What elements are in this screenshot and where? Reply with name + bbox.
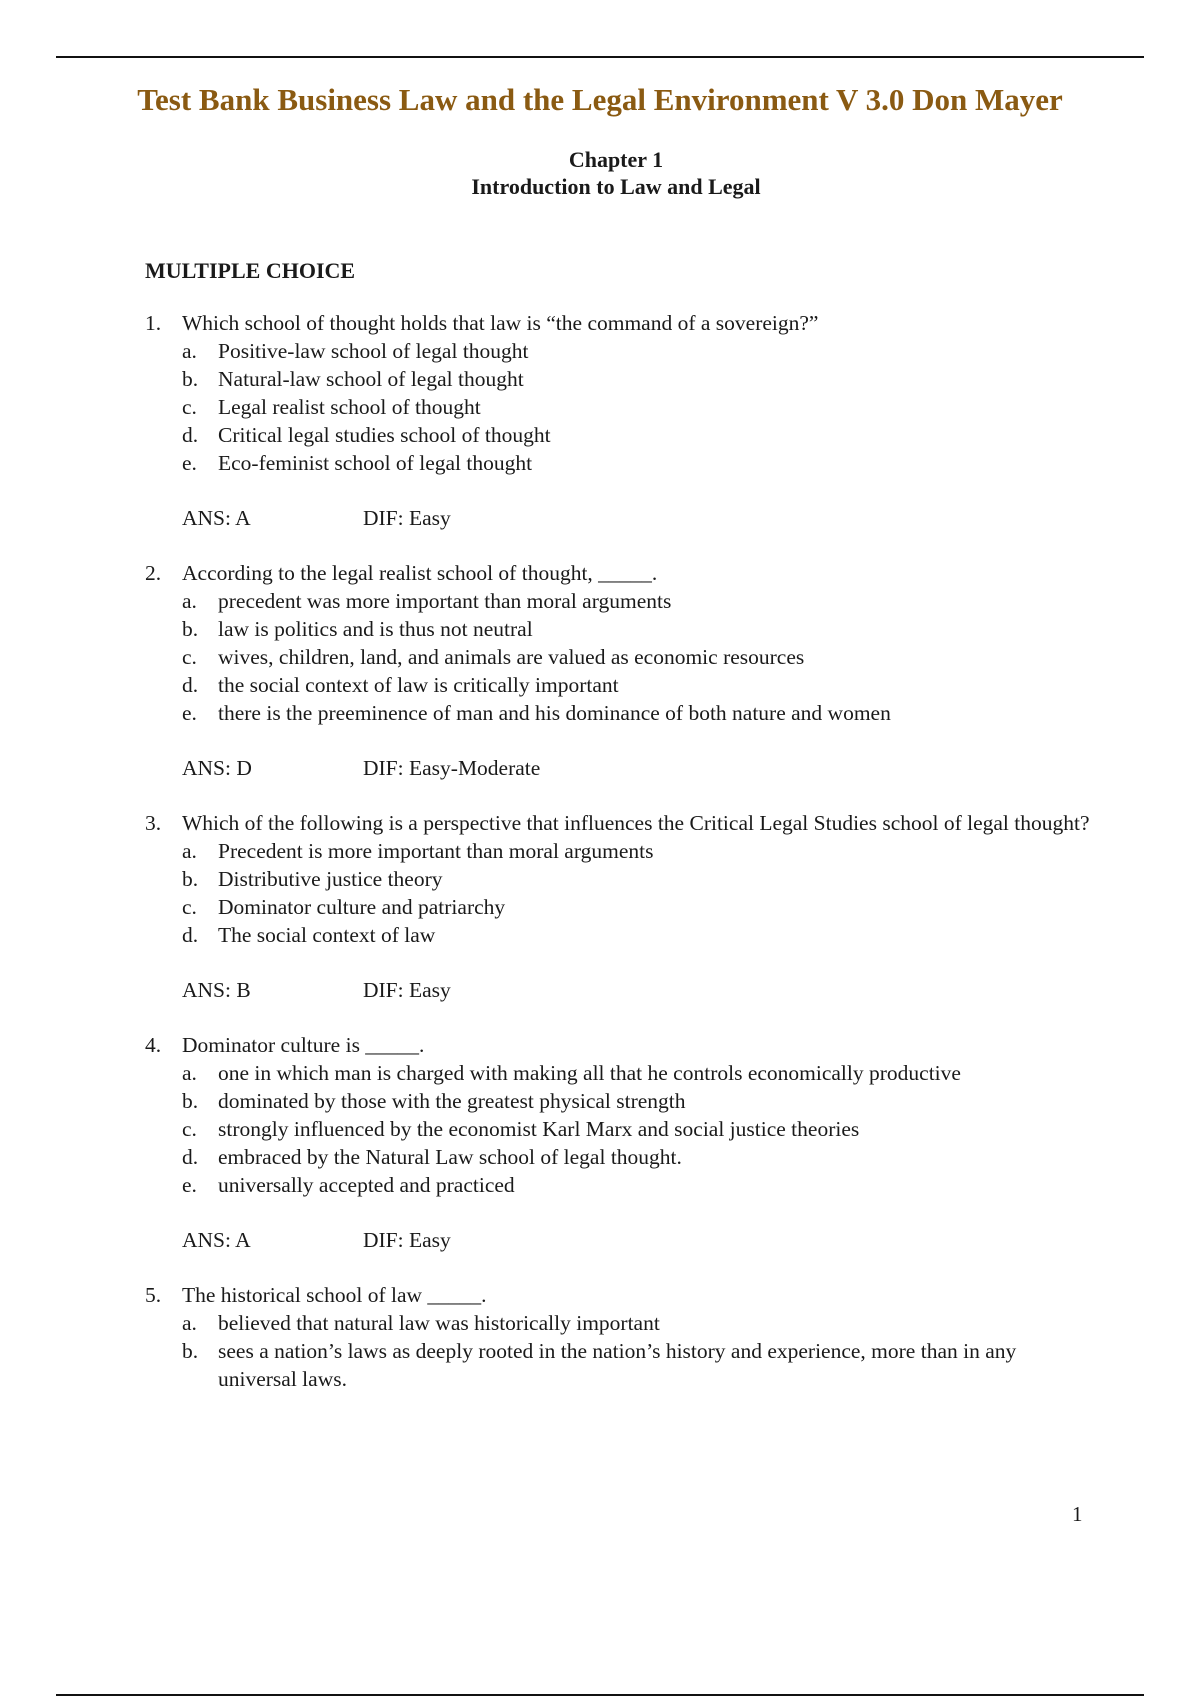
option-letter: a.	[182, 1061, 197, 1085]
option-a	[145, 1059, 1095, 1087]
option-text: universally accepted and practiced	[218, 1173, 515, 1197]
question-1	[145, 309, 1095, 532]
option-letter: b.	[182, 1339, 199, 1363]
option-a	[145, 1309, 1095, 1337]
difficulty: DIF: Easy	[363, 1228, 451, 1252]
option-c	[145, 893, 1095, 921]
option-e	[145, 699, 1095, 727]
option-e	[145, 1171, 1095, 1199]
option-letter: a.	[182, 1311, 197, 1335]
option-text: Dominator culture and patriarchy	[218, 895, 506, 919]
option-text: Eco-feminist school of legal thought	[218, 451, 533, 475]
question-text: According to the legal realist school of thought, _____.	[182, 561, 658, 585]
answer-row	[145, 754, 1095, 782]
difficulty: DIF: Easy	[363, 506, 451, 530]
option-text: wives, children, land, and animals are valued as economic resources	[218, 645, 805, 669]
option-letter: c.	[182, 895, 197, 919]
option-c	[145, 643, 1095, 671]
option-list	[145, 1309, 1095, 1393]
option-list	[145, 337, 1095, 477]
option-e	[145, 449, 1095, 477]
option-list	[145, 837, 1095, 949]
option-letter: d.	[182, 673, 199, 697]
option-a	[145, 837, 1095, 865]
question-list	[145, 309, 1095, 1393]
option-text: there is the preeminence of man and his dominance of both nature and women	[218, 701, 891, 725]
option-text: precedent was more important than moral arguments	[218, 589, 672, 613]
option-text: believed that natural law was historically important	[218, 1311, 660, 1335]
option-letter: c.	[182, 645, 197, 669]
option-b	[145, 1087, 1095, 1115]
answer-row	[145, 504, 1095, 532]
option-text: Critical legal studies school of thought	[218, 423, 551, 447]
option-list	[145, 1059, 1095, 1199]
section-heading: MULTIPLE CHOICE	[145, 258, 356, 283]
question-text: Dominator culture is _____.	[182, 1033, 425, 1057]
option-letter: a.	[182, 339, 197, 363]
question-3	[145, 809, 1095, 1004]
answer-key: ANS: A	[182, 1228, 251, 1252]
question-text: Which school of thought holds that law is “the command of a sovereign?”	[182, 311, 819, 335]
question-number: 2.	[145, 561, 162, 585]
option-letter: c.	[182, 395, 197, 419]
option-letter: e.	[182, 451, 197, 475]
option-b	[145, 365, 1095, 393]
option-text: the social context of law is critically important	[218, 673, 619, 697]
option-b	[145, 615, 1095, 643]
option-letter: c.	[182, 1117, 197, 1141]
answer-key: ANS: D	[182, 756, 252, 780]
option-text: strongly influenced by the economist Karl Marx and social justice theories	[218, 1117, 860, 1141]
option-letter: b.	[182, 1089, 199, 1113]
option-b	[145, 1337, 1095, 1393]
option-letter: d.	[182, 923, 199, 947]
chapter-heading	[0, 146, 1200, 200]
option-letter: b.	[182, 617, 199, 641]
option-text: law is politics and is thus not neutral	[218, 617, 533, 641]
option-text: Legal realist school of thought	[218, 395, 481, 419]
answer-key: ANS: B	[182, 978, 251, 1002]
option-text: Distributive justice theory	[218, 867, 443, 891]
option-b	[145, 865, 1095, 893]
answer-row	[145, 976, 1095, 1004]
option-a	[145, 337, 1095, 365]
question-stem	[145, 1031, 1095, 1059]
page-number: 1	[1072, 1502, 1083, 1526]
answer-row	[145, 1226, 1095, 1254]
option-text: The social context of law	[218, 923, 436, 947]
chapter-title: Introduction to Law and Legal	[471, 174, 761, 199]
question-5	[145, 1281, 1095, 1393]
option-letter: d.	[182, 1145, 199, 1169]
question-stem	[145, 309, 1095, 337]
answer-key: ANS: A	[182, 506, 251, 530]
question-number: 4.	[145, 1033, 162, 1057]
chapter-label: Chapter 1	[568, 147, 664, 172]
question-number: 3.	[145, 811, 162, 835]
option-a	[145, 587, 1095, 615]
question-stem	[145, 1281, 1095, 1309]
option-d	[145, 421, 1095, 449]
option-letter: d.	[182, 423, 199, 447]
document-title: Test Bank Business Law and the Legal Environment V 3.0 Don Mayer	[137, 82, 1063, 117]
option-c	[145, 1115, 1095, 1143]
question-number: 1.	[145, 311, 162, 335]
option-d	[145, 1143, 1095, 1171]
option-text: Natural-law school of legal thought	[218, 367, 524, 391]
option-letter: a.	[182, 839, 197, 863]
option-letter: b.	[182, 367, 199, 391]
option-letter: e.	[182, 701, 197, 725]
difficulty: DIF: Easy	[363, 978, 451, 1002]
option-text: one in which man is charged with making all that he controls economically productive	[218, 1061, 961, 1085]
question-text: Which of the following is a perspective that influences the Critical Legal Studies school of legal thought?	[182, 811, 1090, 835]
option-text: embraced by the Natural Law school of legal thought.	[218, 1145, 682, 1169]
question-number: 5.	[145, 1283, 162, 1307]
question-stem	[145, 809, 1095, 837]
option-d	[145, 921, 1095, 949]
question-stem	[145, 559, 1095, 587]
option-text: sees a nation’s laws as deeply rooted in the nation’s history and experience, more than in any universal laws.	[218, 1339, 1017, 1391]
question-2	[145, 559, 1095, 782]
option-c	[145, 393, 1095, 421]
option-letter: e.	[182, 1173, 197, 1197]
option-list	[145, 587, 1095, 727]
option-text: Positive-law school of legal thought	[218, 339, 529, 363]
option-d	[145, 671, 1095, 699]
option-letter: a.	[182, 589, 197, 613]
question-text: The historical school of law _____.	[182, 1283, 487, 1307]
difficulty: DIF: Easy-Moderate	[363, 756, 541, 780]
option-letter: b.	[182, 867, 199, 891]
option-text: Precedent is more important than moral arguments	[218, 839, 654, 863]
question-4	[145, 1031, 1095, 1254]
top-rule	[56, 56, 1144, 58]
option-text: dominated by those with the greatest physical strength	[218, 1089, 686, 1113]
bottom-rule	[56, 1694, 1144, 1696]
